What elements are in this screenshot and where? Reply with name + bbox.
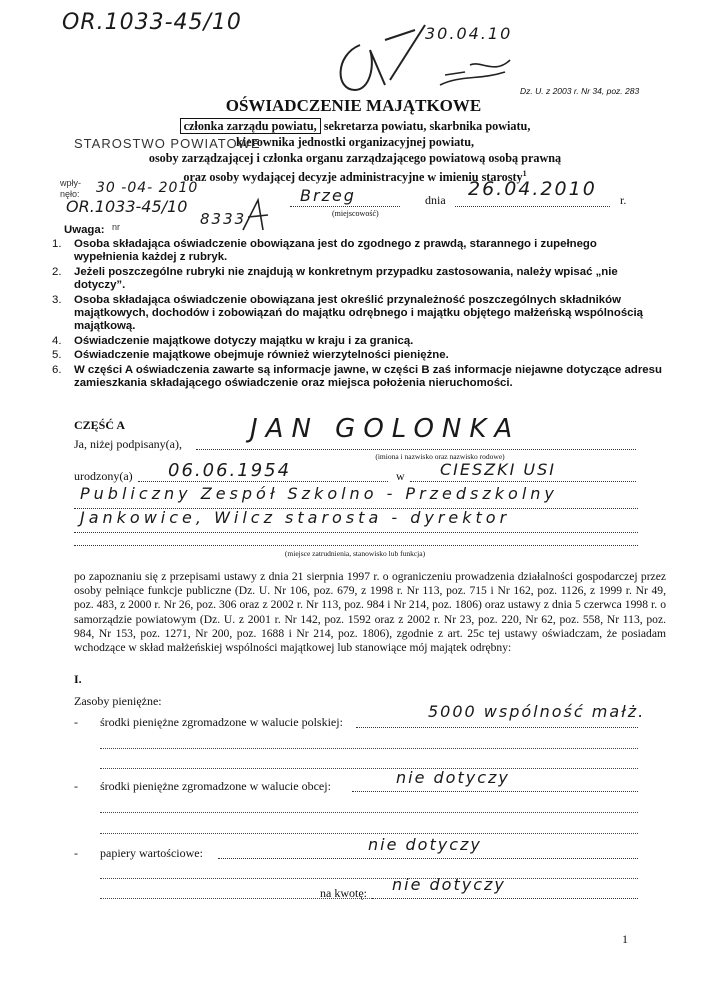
employment-underline-3	[74, 545, 638, 546]
born-date-underline	[138, 481, 388, 482]
securities-label: papiery wartościowe:	[100, 846, 203, 860]
securities-value: nie dotyczy	[368, 835, 482, 854]
subtitle-line-4-text: oraz osoby wydającej decyzje administracyjne w imieniu starosty	[183, 170, 523, 185]
note-item	[52, 335, 662, 348]
undersigned-value: JAN GOLONKA	[250, 414, 521, 444]
date-underline	[455, 206, 610, 207]
note-item	[52, 294, 662, 334]
note-text: Oświadczenie majątkowe dotyczy majątku w kraju i za granicą.	[74, 334, 414, 347]
born-place-underline	[410, 481, 636, 482]
section-roman: I.	[74, 672, 82, 686]
foreign-value: nie dotyczy	[396, 768, 510, 787]
place-underline	[290, 206, 400, 207]
securities-extra-line	[100, 878, 638, 879]
dash: -	[74, 779, 78, 793]
employment-line-1: Publiczny Zespół Szkolno - Przedszkolny	[80, 484, 558, 503]
born-date: 06.06.1954	[168, 460, 292, 481]
dash: -	[74, 715, 78, 729]
undersigned-label: Ja, niżej podpisany(a),	[74, 437, 182, 451]
subtitle-line-1	[60, 118, 650, 134]
signature-date: 30.04.10	[425, 24, 513, 43]
selected-position: członka zarządu powiatu,	[180, 118, 321, 134]
foreign-extra-line	[100, 812, 638, 813]
name-caption: (imiona i nazwisko oraz nazwisko rodowe)	[375, 452, 505, 461]
amount-value: nie dotyczy	[392, 875, 506, 894]
born-place: CIESZKI USI	[440, 460, 556, 479]
legal-basis: Dz. U. z 2003 r. Nr 34, poz. 283	[520, 86, 640, 96]
part-a-heading: CZĘŚĆ A	[74, 418, 126, 432]
legal-paragraph: po zapoznaniu się z przepisami ustawy z dnia 21 sierpnia 1997 r. o ograniczeniu prowadzenia działalności gospodarczej przez osoby pełniące funkcje publiczne (Dz. U. Nr 106, poz. 679, z 1998 r. Nr 113, poz. 715 i Nr 162, poz. 1126, z 1999 r. Nr 49, poz. 483, z 2000 r. Nr 26, poz. 306 oraz z 2002 r. Nr 113, poz. 984 i Nr 214, poz. 1806) oraz ustawy z dnia 5 czerwca 1998 r. o samorządzie powiatowym (Dz. U. z 2001 r. Nr 142, poz. 1592 oraz z 2002 r. Nr 23, poz. 220, Nr 62, poz. 558, Nr 113, poz. 984, Nr 153, poz. 1271, Nr 200, poz. 1688 i Nr 214, poz. 1806), zgodnie z art. 25c tej ustawy oświadczam, że posiadam wchodzące w skład małżeńskiej wspólności majątkowej lub stanowiące mój majątek odrębny:	[74, 570, 666, 655]
stamp-office: STAROSTWO POWIATOWE	[74, 136, 261, 151]
note-number: 6.	[52, 363, 62, 376]
note-item	[52, 266, 662, 293]
page-number: 1	[622, 932, 628, 946]
place-caption: (miejscowość)	[332, 209, 379, 218]
handwritten-case-number: OR.1033-45/10	[62, 10, 242, 35]
note-number: 3.	[52, 293, 62, 306]
note-number: 1.	[52, 238, 62, 250]
stamp-number-label: nr	[112, 222, 121, 232]
subtitle-line-3: osoby zarządzającej i członka organu zarządzającego powiatową osobą prawną	[148, 151, 562, 165]
year-suffix: r.	[620, 193, 627, 207]
note-item	[52, 364, 662, 391]
amount-underline	[372, 898, 638, 899]
date-value: 26.04.2010	[468, 178, 597, 200]
resources-label: Zasoby pieniężne:	[74, 694, 162, 708]
notes-heading: Uwaga:	[64, 224, 105, 236]
stamp-reg-number: 8333	[200, 210, 247, 228]
note-number: 2.	[52, 265, 62, 278]
amount-label: na kwotę:	[320, 886, 367, 900]
born-in-label: w	[396, 469, 405, 483]
note-text: Osoba składająca oświadczenie obowiązana jest do zgodnego z prawdą, starannego i zupełnego wypełnienia każdej z rubryk.	[74, 238, 597, 264]
pln-extra-line	[100, 768, 638, 769]
notes-list	[52, 238, 662, 391]
securities-underline	[218, 858, 638, 859]
employment-underline-2	[74, 532, 638, 533]
employment-line-2: Jankowice, Wilcz starosta - dyrektor	[80, 508, 511, 527]
undersigned-underline	[196, 449, 636, 450]
stamp-received-date: 30 -04- 2010	[96, 180, 199, 196]
foreign-label: środki pieniężne zgromadzone w walucie obcej:	[100, 779, 331, 793]
foreign-underline	[352, 791, 638, 792]
note-text: W części A oświadczenia zawarte są informacje jawne, w części B zaś informacje niejawne dotyczące adresu zamieszkania składającego oświadczenie oraz miejsca położenia nieruchomości.	[74, 363, 662, 390]
subtitle-line-1-rest: sekretarza powiatu, skarbnika powiatu,	[323, 119, 531, 133]
subtitle-line-2: kierownika jednostki organizacyjnej powiatu,	[235, 135, 475, 149]
initials-mark-icon	[238, 195, 278, 235]
pln-underline	[356, 727, 638, 728]
note-item	[52, 349, 662, 362]
note-number: 5.	[52, 349, 62, 362]
note-text: Oświadczenie majątkowe obejmuje również wierzytelności pieniężne.	[74, 349, 449, 362]
pln-extra-line	[100, 748, 638, 749]
footnote-mark: 1	[522, 169, 527, 178]
page-title: OŚWIADCZENIE MAJĄTKOWE	[225, 96, 482, 115]
stamp-received-label: wpły-nęło:	[60, 178, 82, 199]
born-label: urodzony(a)	[74, 469, 133, 483]
dash: -	[74, 846, 78, 860]
place-value: Brzeg	[300, 186, 356, 205]
note-number: 4.	[52, 334, 62, 347]
note-text: Jeżeli poszczególne rubryki nie znajdują w konkretnym przypadku zastosowania, należy wpisać „nie dotyczy”.	[74, 265, 618, 292]
employment-caption: (miejsce zatrudnienia, stanowisko lub funkcja)	[284, 549, 426, 558]
note-text: Osoba składająca oświadczenie obowiązana jest określić przynależność poszczególnych składników majątkowych, dochodów i zobowiązań do majątku odrębnego i majątku objętego małżeńską wspólnością majątkową.	[74, 293, 644, 333]
pln-label: środki pieniężne zgromadzone w walucie polskiej:	[100, 715, 343, 729]
foreign-extra-line	[100, 833, 638, 834]
stamp-case-number: OR.1033-45/10	[66, 197, 188, 216]
note-item	[52, 238, 662, 265]
pln-value: 5000 wspólność małż.	[428, 702, 646, 721]
date-label: dnia	[425, 193, 446, 207]
